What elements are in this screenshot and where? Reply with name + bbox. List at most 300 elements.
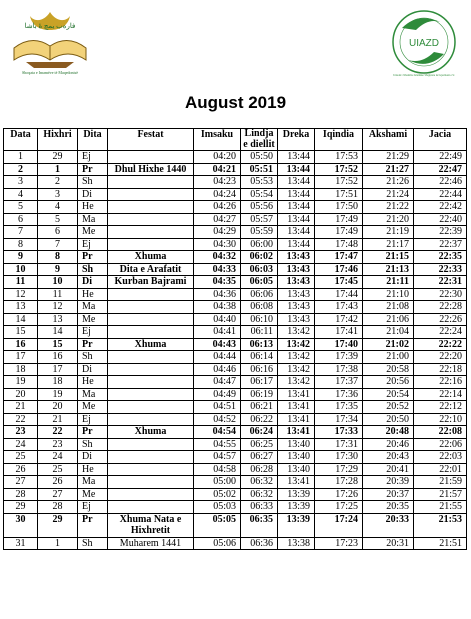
cell-dreka: 13:44 bbox=[278, 213, 315, 226]
cell-imsaku: 05:05 bbox=[194, 513, 241, 537]
cell-festat: Xhuma bbox=[108, 338, 194, 351]
cell-hixhri: 2 bbox=[38, 176, 78, 189]
cell-festat bbox=[108, 438, 194, 451]
table-row bbox=[4, 276, 467, 289]
cell-data: 25 bbox=[4, 451, 38, 464]
cell-dreka: 13:42 bbox=[278, 351, 315, 364]
cell-festat bbox=[108, 463, 194, 476]
cell-jacia: 22:39 bbox=[414, 226, 467, 239]
right-logo-ring-text: Unioni i Xhamive Islamike Shqiptare në Gjermani e.V. bbox=[393, 74, 455, 77]
cell-data: 14 bbox=[4, 313, 38, 326]
cell-lindja: 05:50 bbox=[241, 151, 278, 164]
cell-dreka: 13:44 bbox=[278, 201, 315, 214]
cell-lindja: 06:08 bbox=[241, 301, 278, 314]
cell-jacia: 22:47 bbox=[414, 163, 467, 176]
cell-dita: Pr bbox=[78, 513, 108, 537]
cell-akshami: 21:08 bbox=[363, 301, 414, 314]
cell-akshami: 21:02 bbox=[363, 338, 414, 351]
cell-imsaku: 04:27 bbox=[194, 213, 241, 226]
cell-jacia: 22:10 bbox=[414, 413, 467, 426]
table-row bbox=[4, 201, 467, 214]
cell-lindja: 05:56 bbox=[241, 201, 278, 214]
cell-dreka: 13:40 bbox=[278, 463, 315, 476]
cell-jacia: 22:20 bbox=[414, 351, 467, 364]
cell-hixhri: 29 bbox=[38, 151, 78, 164]
cell-akshami: 20:48 bbox=[363, 426, 414, 439]
cell-dreka: 13:40 bbox=[278, 451, 315, 464]
cell-data: 1 bbox=[4, 151, 38, 164]
cell-lindja: 06:00 bbox=[241, 238, 278, 251]
cell-dita: Di bbox=[78, 363, 108, 376]
cell-akshami: 21:27 bbox=[363, 163, 414, 176]
cell-festat bbox=[108, 388, 194, 401]
cell-jacia: 22:01 bbox=[414, 463, 467, 476]
cell-lindja: 06:27 bbox=[241, 451, 278, 464]
cell-festat bbox=[108, 501, 194, 514]
cell-festat bbox=[108, 213, 194, 226]
cell-jacia: 22:35 bbox=[414, 251, 467, 264]
cell-dita: Sh bbox=[78, 438, 108, 451]
cell-hixhri: 20 bbox=[38, 401, 78, 414]
cell-jacia: 22:22 bbox=[414, 338, 467, 351]
cell-hixhri: 29 bbox=[38, 513, 78, 537]
cell-hixhri: 26 bbox=[38, 476, 78, 489]
cell-jacia: 22:12 bbox=[414, 401, 467, 414]
column-header: Dita bbox=[78, 129, 108, 151]
cell-iqindia: 17:28 bbox=[315, 476, 363, 489]
cell-jacia: 22:49 bbox=[414, 151, 467, 164]
cell-akshami: 21:11 bbox=[363, 276, 414, 289]
cell-akshami: 20:43 bbox=[363, 451, 414, 464]
cell-akshami: 21:19 bbox=[363, 226, 414, 239]
page-title: August 2019 bbox=[184, 93, 287, 112]
cell-iqindia: 17:51 bbox=[315, 188, 363, 201]
quran-logo-icon bbox=[6, 8, 94, 76]
cell-akshami: 21:24 bbox=[363, 188, 414, 201]
table-row bbox=[4, 513, 467, 537]
cell-jacia: 22:44 bbox=[414, 188, 467, 201]
cell-akshami: 20:31 bbox=[363, 537, 414, 550]
cell-lindja: 06:11 bbox=[241, 326, 278, 339]
cell-dreka: 13:43 bbox=[278, 313, 315, 326]
cell-dita: Me bbox=[78, 313, 108, 326]
cell-dreka: 13:44 bbox=[278, 188, 315, 201]
cell-imsaku: 04:26 bbox=[194, 201, 241, 214]
cell-dita: Me bbox=[78, 488, 108, 501]
cell-iqindia: 17:39 bbox=[315, 351, 363, 364]
cell-data: 10 bbox=[4, 263, 38, 276]
cell-iqindia: 17:47 bbox=[315, 251, 363, 264]
cell-festat: Xhuma bbox=[108, 426, 194, 439]
cell-festat bbox=[108, 401, 194, 414]
column-header: Lindja e diellit bbox=[241, 129, 278, 151]
cell-jacia: 21:55 bbox=[414, 501, 467, 514]
table-row bbox=[4, 413, 467, 426]
cell-hixhri: 17 bbox=[38, 363, 78, 376]
cell-dita: Ej bbox=[78, 501, 108, 514]
table-row bbox=[4, 176, 467, 189]
cell-lindja: 05:54 bbox=[241, 188, 278, 201]
column-header: Iqindia bbox=[315, 129, 363, 151]
cell-jacia: 22:18 bbox=[414, 363, 467, 376]
cell-hixhri: 19 bbox=[38, 388, 78, 401]
cell-data: 2 bbox=[4, 163, 38, 176]
cell-imsaku: 04:46 bbox=[194, 363, 241, 376]
cell-hixhri: 24 bbox=[38, 451, 78, 464]
cell-dita: Ej bbox=[78, 413, 108, 426]
cell-dita: Sh bbox=[78, 263, 108, 276]
cell-akshami: 21:29 bbox=[363, 151, 414, 164]
table-row bbox=[4, 151, 467, 164]
cell-dreka: 13:44 bbox=[278, 176, 315, 189]
cell-dita: Ma bbox=[78, 388, 108, 401]
cell-akshami: 21:06 bbox=[363, 313, 414, 326]
cell-dita: Pr bbox=[78, 251, 108, 264]
cell-jacia: 21:51 bbox=[414, 537, 467, 550]
cell-dreka: 13:44 bbox=[278, 226, 315, 239]
cell-imsaku: 05:03 bbox=[194, 501, 241, 514]
cell-akshami: 20:58 bbox=[363, 363, 414, 376]
cell-dita: Ma bbox=[78, 301, 108, 314]
cell-iqindia: 17:41 bbox=[315, 326, 363, 339]
cell-imsaku: 05:02 bbox=[194, 488, 241, 501]
cell-iqindia: 17:24 bbox=[315, 513, 363, 537]
cell-imsaku: 04:57 bbox=[194, 451, 241, 464]
left-logo-subtitle: Shoqata e Imamëve të Maqedonisë bbox=[22, 70, 78, 75]
cell-dreka: 13:42 bbox=[278, 363, 315, 376]
cell-festat bbox=[108, 326, 194, 339]
cell-akshami: 20:52 bbox=[363, 401, 414, 414]
cell-lindja: 06:36 bbox=[241, 537, 278, 550]
cell-lindja: 05:57 bbox=[241, 213, 278, 226]
cell-dita: Ej bbox=[78, 326, 108, 339]
cell-dita: Di bbox=[78, 451, 108, 464]
cell-jacia: 21:53 bbox=[414, 513, 467, 537]
table-body bbox=[4, 151, 467, 550]
cell-jacia: 22:33 bbox=[414, 263, 467, 276]
cell-imsaku: 04:24 bbox=[194, 188, 241, 201]
table-row bbox=[4, 463, 467, 476]
cell-dita: Me bbox=[78, 401, 108, 414]
cell-dreka: 13:44 bbox=[278, 151, 315, 164]
cell-akshami: 21:15 bbox=[363, 251, 414, 264]
cell-data: 23 bbox=[4, 426, 38, 439]
cell-lindja: 06:13 bbox=[241, 338, 278, 351]
cell-iqindia: 17:29 bbox=[315, 463, 363, 476]
cell-data: 6 bbox=[4, 213, 38, 226]
cell-akshami: 21:17 bbox=[363, 238, 414, 251]
cell-dreka: 13:44 bbox=[278, 238, 315, 251]
cell-data: 8 bbox=[4, 238, 38, 251]
cell-dita: Pr bbox=[78, 338, 108, 351]
cell-iqindia: 17:23 bbox=[315, 537, 363, 550]
cell-hixhri: 1 bbox=[38, 163, 78, 176]
cell-festat: Xhuma Nata e Hixhretit bbox=[108, 513, 194, 537]
cell-data: 15 bbox=[4, 326, 38, 339]
cell-imsaku: 04:32 bbox=[194, 251, 241, 264]
cell-hixhri: 1 bbox=[38, 537, 78, 550]
cell-jacia: 22:31 bbox=[414, 276, 467, 289]
table-row bbox=[4, 163, 467, 176]
cell-jacia: 22:14 bbox=[414, 388, 467, 401]
cell-data: 3 bbox=[4, 176, 38, 189]
cell-dreka: 13:41 bbox=[278, 476, 315, 489]
cell-hixhri: 15 bbox=[38, 338, 78, 351]
table-row bbox=[4, 313, 467, 326]
table-row bbox=[4, 213, 467, 226]
cell-hixhri: 22 bbox=[38, 426, 78, 439]
cell-data: 13 bbox=[4, 301, 38, 314]
table-header-row bbox=[4, 129, 467, 151]
cell-hixhri: 6 bbox=[38, 226, 78, 239]
cell-lindja: 06:05 bbox=[241, 276, 278, 289]
cell-dita: Ej bbox=[78, 238, 108, 251]
table-row bbox=[4, 263, 467, 276]
table-row bbox=[4, 326, 467, 339]
cell-lindja: 06:21 bbox=[241, 401, 278, 414]
cell-imsaku: 04:52 bbox=[194, 413, 241, 426]
cell-lindja: 06:25 bbox=[241, 438, 278, 451]
table-row bbox=[4, 238, 467, 251]
cell-hixhri: 13 bbox=[38, 313, 78, 326]
cell-dita: Di bbox=[78, 188, 108, 201]
cell-data: 7 bbox=[4, 226, 38, 239]
cell-imsaku: 04:40 bbox=[194, 313, 241, 326]
cell-festat bbox=[108, 451, 194, 464]
uiazd-logo-icon bbox=[388, 8, 460, 78]
cell-imsaku: 04:49 bbox=[194, 388, 241, 401]
cell-lindja: 06:16 bbox=[241, 363, 278, 376]
cell-jacia: 22:08 bbox=[414, 426, 467, 439]
cell-dita: Pr bbox=[78, 426, 108, 439]
cell-data: 18 bbox=[4, 363, 38, 376]
table-row bbox=[4, 301, 467, 314]
cell-imsaku: 05:00 bbox=[194, 476, 241, 489]
cell-lindja: 05:51 bbox=[241, 163, 278, 176]
cell-festat: Kurban Bajrami bbox=[108, 276, 194, 289]
cell-hixhri: 18 bbox=[38, 376, 78, 389]
cell-dita: Ma bbox=[78, 476, 108, 489]
cell-festat bbox=[108, 238, 194, 251]
cell-hixhri: 8 bbox=[38, 251, 78, 264]
cell-festat bbox=[108, 176, 194, 189]
cell-data: 19 bbox=[4, 376, 38, 389]
cell-iqindia: 17:48 bbox=[315, 238, 363, 251]
cell-imsaku: 04:21 bbox=[194, 163, 241, 176]
cell-dreka: 13:43 bbox=[278, 288, 315, 301]
cell-akshami: 20:46 bbox=[363, 438, 414, 451]
cell-hixhri: 7 bbox=[38, 238, 78, 251]
cell-akshami: 21:20 bbox=[363, 213, 414, 226]
cell-dreka: 13:42 bbox=[278, 376, 315, 389]
table-row bbox=[4, 226, 467, 239]
cell-hixhri: 14 bbox=[38, 326, 78, 339]
table-row bbox=[4, 451, 467, 464]
cell-imsaku: 04:44 bbox=[194, 351, 241, 364]
cell-data: 28 bbox=[4, 488, 38, 501]
cell-data: 22 bbox=[4, 413, 38, 426]
cell-iqindia: 17:50 bbox=[315, 201, 363, 214]
cell-iqindia: 17:38 bbox=[315, 363, 363, 376]
cell-imsaku: 04:41 bbox=[194, 326, 241, 339]
cell-dita: Sh bbox=[78, 176, 108, 189]
cell-hixhri: 23 bbox=[38, 438, 78, 451]
cell-jacia: 22:06 bbox=[414, 438, 467, 451]
cell-dita: Ej bbox=[78, 151, 108, 164]
column-header: Dreka bbox=[278, 129, 315, 151]
cell-iqindia: 17:25 bbox=[315, 501, 363, 514]
cell-akshami: 21:22 bbox=[363, 201, 414, 214]
cell-dita: He bbox=[78, 288, 108, 301]
cell-iqindia: 17:52 bbox=[315, 163, 363, 176]
cell-lindja: 06:10 bbox=[241, 313, 278, 326]
cell-imsaku: 04:30 bbox=[194, 238, 241, 251]
cell-dreka: 13:40 bbox=[278, 438, 315, 451]
cell-jacia: 22:24 bbox=[414, 326, 467, 339]
cell-imsaku: 04:33 bbox=[194, 263, 241, 276]
cell-iqindia: 17:34 bbox=[315, 413, 363, 426]
cell-data: 27 bbox=[4, 476, 38, 489]
cell-data: 20 bbox=[4, 388, 38, 401]
column-header: Hixhri bbox=[38, 129, 78, 151]
column-header: Akshami bbox=[363, 129, 414, 151]
cell-hixhri: 5 bbox=[38, 213, 78, 226]
cell-festat bbox=[108, 313, 194, 326]
cell-data: 29 bbox=[4, 501, 38, 514]
cell-jacia: 22:30 bbox=[414, 288, 467, 301]
cell-iqindia: 17:36 bbox=[315, 388, 363, 401]
cell-festat bbox=[108, 363, 194, 376]
cell-dreka: 13:41 bbox=[278, 401, 315, 414]
cell-akshami: 20:39 bbox=[363, 476, 414, 489]
cell-lindja: 06:06 bbox=[241, 288, 278, 301]
table-row bbox=[4, 388, 467, 401]
cell-hixhri: 28 bbox=[38, 501, 78, 514]
cell-dreka: 13:38 bbox=[278, 537, 315, 550]
cell-dita: Pr bbox=[78, 163, 108, 176]
cell-hixhri: 3 bbox=[38, 188, 78, 201]
cell-dreka: 13:43 bbox=[278, 263, 315, 276]
cell-jacia: 21:57 bbox=[414, 488, 467, 501]
cell-akshami: 21:26 bbox=[363, 176, 414, 189]
cell-festat bbox=[108, 376, 194, 389]
cell-lindja: 06:28 bbox=[241, 463, 278, 476]
cell-data: 26 bbox=[4, 463, 38, 476]
cell-data: 4 bbox=[4, 188, 38, 201]
cell-dita: He bbox=[78, 463, 108, 476]
cell-festat: Xhuma bbox=[108, 251, 194, 264]
cell-jacia: 22:28 bbox=[414, 301, 467, 314]
table-row bbox=[4, 537, 467, 550]
prayer-times-table bbox=[3, 128, 467, 550]
cell-dreka: 13:44 bbox=[278, 163, 315, 176]
cell-dreka: 13:42 bbox=[278, 338, 315, 351]
cell-festat bbox=[108, 151, 194, 164]
table-row bbox=[4, 338, 467, 351]
cell-imsaku: 04:35 bbox=[194, 276, 241, 289]
cell-dita: Di bbox=[78, 276, 108, 289]
cell-data: 16 bbox=[4, 338, 38, 351]
cell-lindja: 06:32 bbox=[241, 488, 278, 501]
cell-lindja: 06:24 bbox=[241, 426, 278, 439]
cell-dreka: 13:39 bbox=[278, 501, 315, 514]
cell-lindja: 06:22 bbox=[241, 413, 278, 426]
cell-lindja: 06:19 bbox=[241, 388, 278, 401]
cell-dreka: 13:39 bbox=[278, 488, 315, 501]
cell-iqindia: 17:45 bbox=[315, 276, 363, 289]
cell-hixhri: 9 bbox=[38, 263, 78, 276]
cell-akshami: 21:00 bbox=[363, 351, 414, 364]
cell-jacia: 22:46 bbox=[414, 176, 467, 189]
cell-hixhri: 16 bbox=[38, 351, 78, 364]
cell-akshami: 20:35 bbox=[363, 501, 414, 514]
cell-dita: Ma bbox=[78, 213, 108, 226]
cell-jacia: 22:37 bbox=[414, 238, 467, 251]
cell-lindja: 06:32 bbox=[241, 476, 278, 489]
column-header: Imsaku bbox=[194, 129, 241, 151]
cell-iqindia: 17:49 bbox=[315, 213, 363, 226]
cell-jacia: 22:03 bbox=[414, 451, 467, 464]
cell-imsaku: 04:51 bbox=[194, 401, 241, 414]
cell-jacia: 22:16 bbox=[414, 376, 467, 389]
cell-akshami: 20:33 bbox=[363, 513, 414, 537]
cell-festat bbox=[108, 301, 194, 314]
cell-festat bbox=[108, 413, 194, 426]
cell-imsaku: 04:23 bbox=[194, 176, 241, 189]
table-row bbox=[4, 401, 467, 414]
cell-imsaku: 04:43 bbox=[194, 338, 241, 351]
cell-lindja: 06:14 bbox=[241, 351, 278, 364]
cell-festat bbox=[108, 288, 194, 301]
cell-dreka: 13:42 bbox=[278, 326, 315, 339]
cell-dreka: 13:39 bbox=[278, 513, 315, 537]
cell-iqindia: 17:37 bbox=[315, 376, 363, 389]
cell-jacia: 22:42 bbox=[414, 201, 467, 214]
cell-data: 24 bbox=[4, 438, 38, 451]
cell-dreka: 13:41 bbox=[278, 413, 315, 426]
cell-imsaku: 04:55 bbox=[194, 438, 241, 451]
column-header: Data bbox=[4, 129, 38, 151]
cell-akshami: 20:41 bbox=[363, 463, 414, 476]
table-row bbox=[4, 426, 467, 439]
cell-festat: Dita e Arafatit bbox=[108, 263, 194, 276]
cell-hixhri: 12 bbox=[38, 301, 78, 314]
cell-dita: He bbox=[78, 201, 108, 214]
cell-jacia: 21:59 bbox=[414, 476, 467, 489]
cell-akshami: 20:37 bbox=[363, 488, 414, 501]
table-row bbox=[4, 376, 467, 389]
cell-dita: Me bbox=[78, 226, 108, 239]
cell-iqindia: 17:49 bbox=[315, 226, 363, 239]
cell-hixhri: 10 bbox=[38, 276, 78, 289]
cell-iqindia: 17:30 bbox=[315, 451, 363, 464]
cell-dita: Sh bbox=[78, 537, 108, 550]
cell-data: 5 bbox=[4, 201, 38, 214]
table-row bbox=[4, 188, 467, 201]
cell-dreka: 13:43 bbox=[278, 251, 315, 264]
cell-iqindia: 17:52 bbox=[315, 176, 363, 189]
cell-hixhri: 21 bbox=[38, 413, 78, 426]
cell-iqindia: 17:40 bbox=[315, 338, 363, 351]
table-row bbox=[4, 501, 467, 514]
table-row bbox=[4, 476, 467, 489]
cell-imsaku: 04:29 bbox=[194, 226, 241, 239]
cell-dita: Sh bbox=[78, 351, 108, 364]
cell-lindja: 06:02 bbox=[241, 251, 278, 264]
cell-data: 12 bbox=[4, 288, 38, 301]
cell-imsaku: 04:47 bbox=[194, 376, 241, 389]
cell-dita: He bbox=[78, 376, 108, 389]
